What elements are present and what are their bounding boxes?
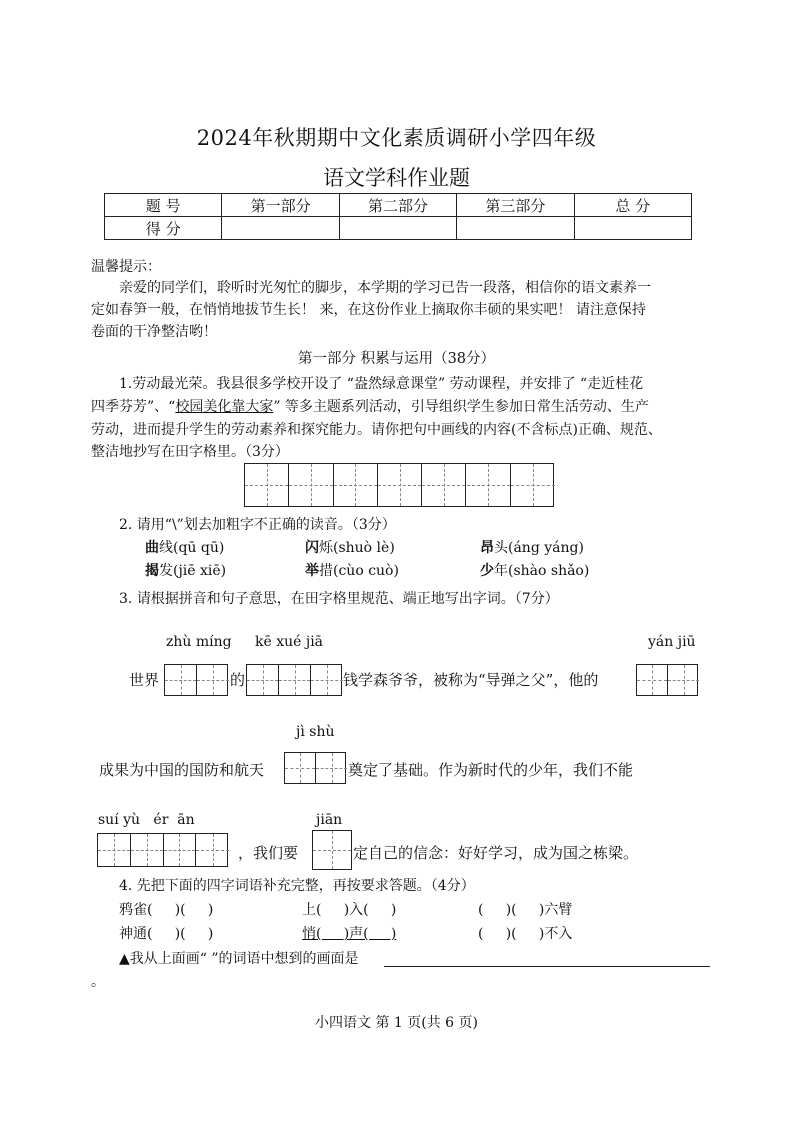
score-header-cell: 总 分 [574, 194, 691, 217]
tips-line: 卷面的干净整洁哟！ [91, 324, 217, 340]
tianzige-cell[interactable] [313, 831, 351, 869]
q3-pinyin: kē xué jiā [255, 634, 324, 650]
q3-stem: 3. 请根据拼音和句子意思，在田字格里规范、端正地写出字词。（7分） [119, 591, 559, 607]
tianzige-cell[interactable] [197, 665, 229, 695]
score-blank-cell[interactable] [222, 217, 339, 240]
q1-underlined-phrase: 校园美化靠大家 [175, 399, 274, 415]
q2-item: 昂头(áng yáng) [480, 540, 584, 556]
q4-idiom: ( )( )六臂 [478, 902, 573, 918]
q3-writing-grid-2[interactable] [246, 664, 342, 696]
score-table-header-row [105, 194, 692, 217]
tianzige-cell[interactable] [511, 464, 555, 506]
tianzige-cell[interactable] [289, 464, 333, 506]
exam-subtitle: 语文学科作业题 [323, 166, 470, 190]
q4-prompt: ▲我从上面画“ ”的词语中想到的画面是 [119, 951, 359, 967]
q3-text: ，我们要 [238, 844, 299, 862]
tianzige-cell[interactable] [245, 464, 289, 506]
tianzige-cell[interactable] [637, 665, 668, 695]
q3-text: 奠定了基础。作为新时代的少年，我们不能 [348, 761, 634, 779]
exam-title: 2024年秋期期中文化素质调研小学四年级 [196, 126, 597, 150]
q1-writing-grid[interactable] [244, 463, 554, 507]
score-blank-cell[interactable] [457, 217, 574, 240]
q4-idiom: 鸦雀( )( ) [119, 902, 214, 918]
q3-writing-grid-5[interactable] [97, 833, 228, 867]
tianzige-cell[interactable] [316, 753, 347, 783]
q4-idiom: ( )( )不入 [478, 926, 573, 942]
q4-end-mark: 。 [91, 974, 105, 990]
q3-pinyin: suí yù ér ān [98, 812, 195, 828]
q4-idiom: 神通( )( ) [119, 926, 214, 942]
tianzige-cell[interactable] [285, 753, 316, 783]
answer-line[interactable] [384, 966, 710, 967]
tianzige-cell[interactable] [467, 464, 511, 506]
tianzige-cell[interactable] [334, 464, 378, 506]
tips-label: 温馨提示： [91, 259, 161, 275]
q3-pinyin: zhù míng [166, 634, 232, 650]
q2-item: 闪烁(shuò lè) [305, 540, 395, 556]
q3-writing-grid-6[interactable] [312, 830, 352, 870]
tips-line: 亲爱的同学们，聆听时光匆忙的脚步，本学期的学习已告一段落，相信你的语文素养一 [119, 280, 651, 296]
score-table-value-row [105, 217, 692, 240]
score-header-cell: 第一部分 [222, 194, 339, 217]
q3-text: 世界 [129, 671, 160, 689]
q2-item: 举措(cùo cuò) [305, 563, 399, 579]
q1-line [91, 395, 649, 419]
q3-pinyin: yán jiū [648, 634, 696, 650]
tianzige-cell[interactable] [378, 464, 422, 506]
score-table [104, 193, 692, 240]
tianzige-cell[interactable] [668, 665, 699, 695]
tips-line: 定如春笋一般，在悄悄地拔节生长！ 来，在这份作业上摘取你丰硕的果实吧！ 请注意保持 [91, 302, 646, 318]
q1-text: ” 等多主题系列活动，引导组织学生参加日常生活劳动、生产 [273, 399, 649, 415]
tianzige-cell[interactable] [196, 834, 229, 866]
q3-text: 定自己的信念：好好学习，成为国之栋梁。 [353, 844, 639, 862]
q1-text: 四季芬芳”、“ [91, 399, 176, 415]
q1-line: 劳动，进而提升学生的劳动素养和探究能力。请你把句中画线的内容(不含标点)正确、规范、 [91, 422, 662, 438]
q3-writing-grid-3[interactable] [636, 664, 698, 696]
q3-text: 钱学森爷爷，被称为“导弹之父”，他的 [343, 671, 599, 689]
score-header-cell: 第二部分 [339, 194, 456, 217]
q4-stem: 4. 先把下面的四字词语补充完整，再按要求答题。（4分） [119, 878, 475, 894]
tianzige-cell[interactable] [279, 665, 311, 695]
score-header-cell: 第三部分 [457, 194, 574, 217]
q4-idiom-underlined: 悄( )声( ) [302, 926, 397, 942]
score-blank-cell[interactable] [339, 217, 456, 240]
score-row-label: 得 分 [105, 217, 222, 240]
tianzige-cell[interactable] [422, 464, 466, 506]
tianzige-cell[interactable] [98, 834, 131, 866]
q2-stem: 2. 请用“\”划去加粗字不正确的读音。（3分） [119, 517, 396, 533]
q1-line: 整洁地抄写在田字格里。（3分） [91, 444, 289, 460]
tianzige-cell[interactable] [164, 834, 197, 866]
q3-text: 成果为中国的国防和航天 [99, 761, 265, 779]
q3-text: 的 [230, 671, 246, 689]
q2-item: 曲线(qū qū) [145, 540, 225, 556]
tianzige-cell[interactable] [131, 834, 164, 866]
tianzige-cell[interactable] [311, 665, 343, 695]
tianzige-cell[interactable] [165, 665, 197, 695]
q3-writing-grid-1[interactable] [164, 664, 228, 696]
q3-writing-grid-4[interactable] [284, 752, 346, 784]
q3-pinyin: jiān [316, 812, 343, 828]
q4-idiom: 上( )入( ) [302, 902, 397, 918]
q2-item: 揭发(jiē xiē) [145, 563, 227, 579]
q3-pinyin: jì shù [296, 724, 335, 740]
part1-title: 第一部分 积累与运用（38分） [297, 351, 496, 367]
q1-line: 1.劳动最光荣。我县很多学校开设了 “盎然绿意课堂” 劳动课程，并安排了 “走近桂花 [119, 376, 644, 392]
q2-item: 少年(shào shǎo) [480, 563, 590, 579]
tianzige-cell[interactable] [247, 665, 279, 695]
score-blank-cell[interactable] [574, 217, 691, 240]
page-footer: 小四语文 第 1 页(共 6 页) [315, 1015, 478, 1031]
score-header-cell: 题 号 [105, 194, 222, 217]
